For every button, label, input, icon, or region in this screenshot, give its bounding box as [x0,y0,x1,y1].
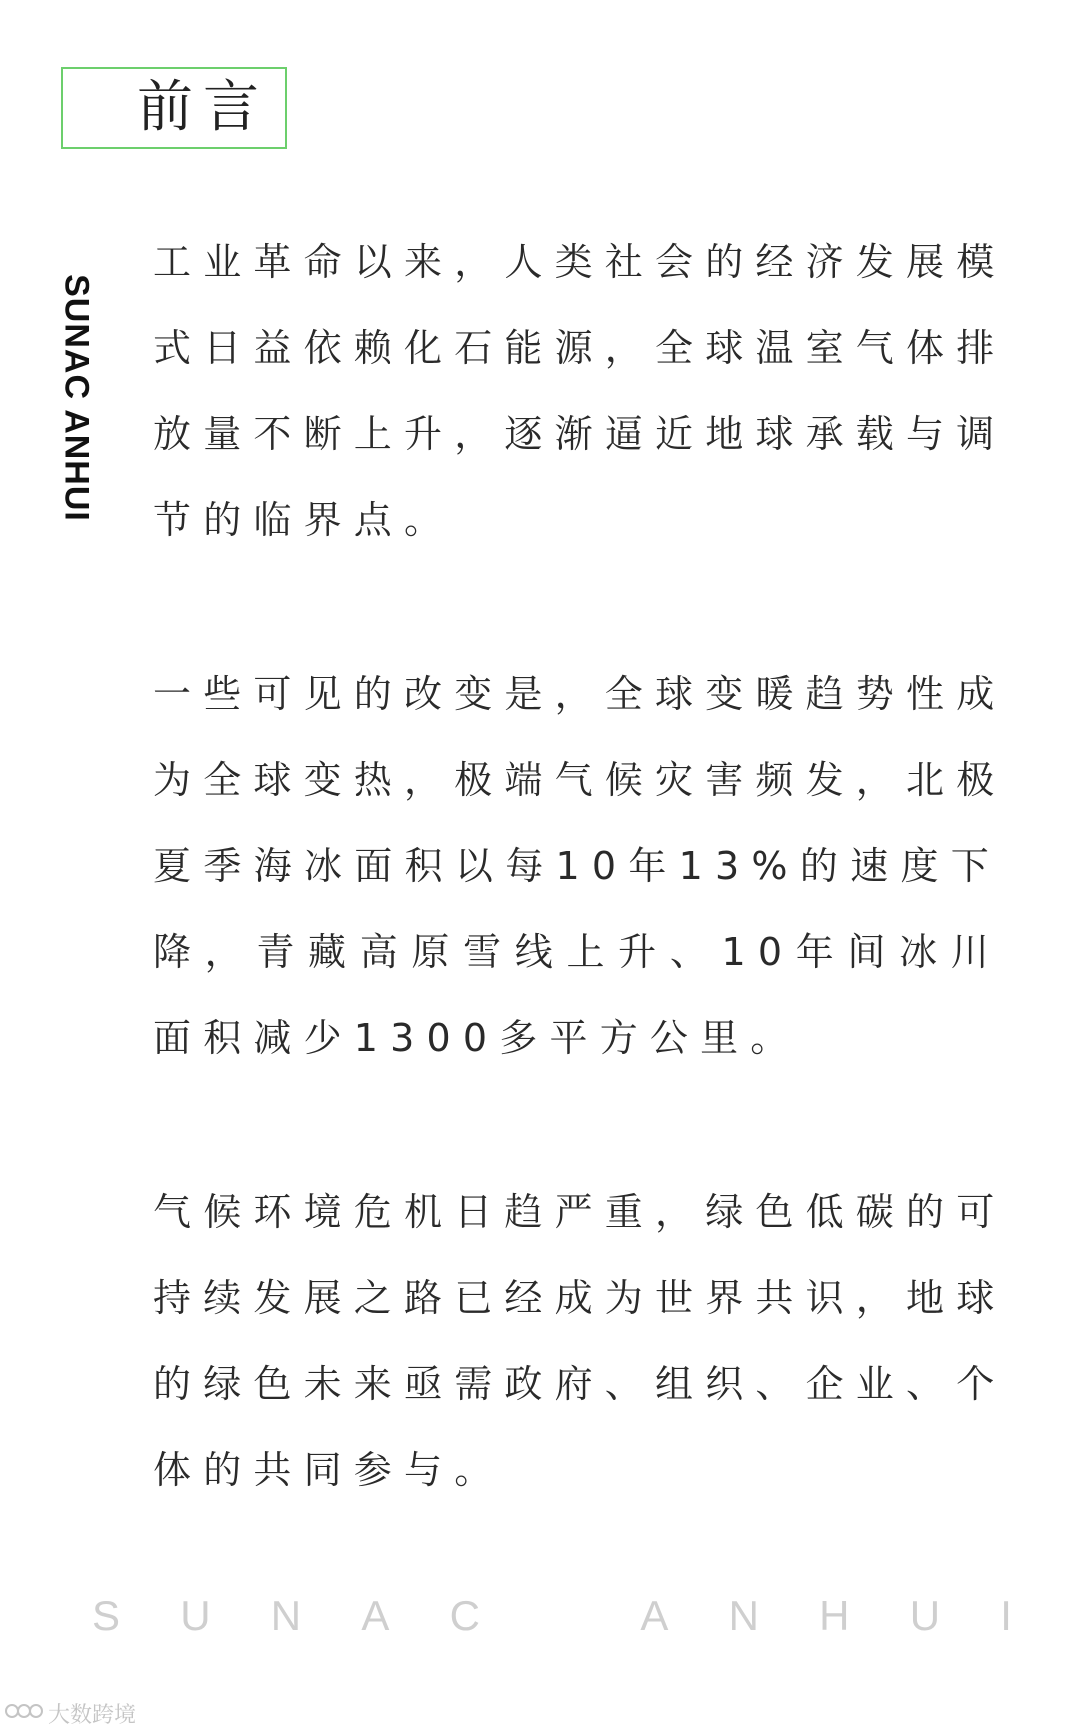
brand-letter: N [728,1592,759,1639]
side-brand-text: SUNAC ANHUI [57,274,96,522]
text-line: 降，青藏高原雪线上升、10年间冰川 [153,930,1001,974]
watermark-text: 大数跨境 [48,1703,137,1728]
brand-letter: H [819,1592,850,1639]
bottom-brand-letters [92,1592,1012,1640]
paragraph-2 [153,662,1007,1092]
brand-letter: U [180,1592,211,1639]
text-line: 气候环境危机日趋严重，绿色低碳的可 [153,1190,1007,1234]
article-body [153,230,1007,1612]
text-line: 面积减少1300多平方公里。 [153,1016,801,1060]
text-line: 工业革命以来，人类社会的经济发展模 [153,240,1007,284]
brand-letter: I [1000,1592,1012,1639]
page-title: 前言 [137,75,269,140]
brand-letter: N [270,1592,302,1639]
brand-spacer [540,1592,580,1640]
text-line: 一些可见的改变是，全球变暖趋势性成 [153,672,1007,716]
text-line: 为全球变热，极端气候灾害频发，北极 [153,758,1007,802]
text-line: 持续发展之路已经成为世界共识，地球 [153,1276,1007,1320]
text-line: 夏季海冰面积以每10年13%的速度下 [153,844,1001,888]
text-line: 式日益依赖化石能源，全球温室气体排 [153,326,1007,370]
brand-letter: A [640,1592,669,1639]
watermark [4,1698,136,1729]
brand-letter: U [909,1592,941,1639]
brand-letter: C [449,1592,480,1639]
text-line: 节的临界点。 [153,498,455,542]
brand-letter: S [92,1592,121,1639]
title-box [61,67,287,149]
logo-icon [4,1700,44,1727]
text-line: 的绿色未来亟需政府、组织、企业、个 [153,1362,1007,1406]
text-line: 放量不断上升，逐渐逼近地球承载与调 [153,412,1007,456]
brand-letter: A [361,1592,390,1639]
text-line: 体的共同参与。 [153,1448,505,1492]
paragraph-1 [153,230,1007,574]
paragraph-3 [153,1180,1007,1524]
